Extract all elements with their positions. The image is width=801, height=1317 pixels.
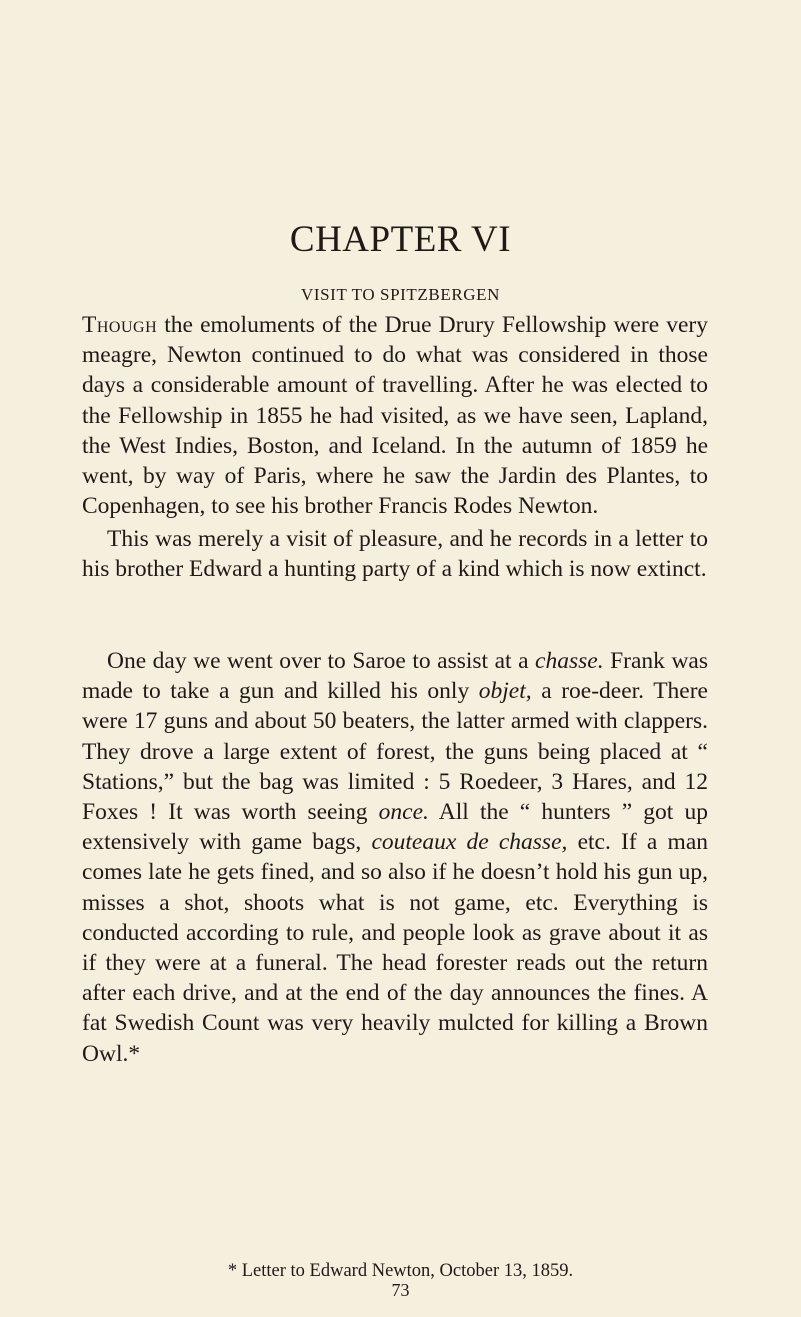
page-number: 73 xyxy=(391,1280,410,1300)
quote-italic: couteaux de chasse, xyxy=(371,829,568,856)
drop-lead-word: Though xyxy=(82,312,158,338)
quote-segment: etc. If a man comes late he gets fined, and so also if he doesn’t hold his gun up, misses a shot, shoots what is not game, etc. Everything is conducted according to rule, and people look as grave about it as if they were at a funeral. The head forester reads out the return after each drive, and at the end of the day announces the fines. A fat Swedish Count was very heavily mulcted for killing a Brown Owl.* xyxy=(82,829,708,1067)
quote-italic: objet, xyxy=(478,678,532,705)
quote-segment: All the “ hunters ” got up extensively with game bags, xyxy=(82,799,708,856)
footnote: * Letter to Edward Newton, October 13, 1859. xyxy=(227,1261,574,1281)
quote-segment: Frank was made to take a gun and killed his only xyxy=(82,648,708,705)
paragraph-text: the emoluments of the Drue Drury Fellowship were very meagre, Newton continued to do what was considered in those days a considerable amount of travelling. After he was elected to the Fellowship in 1855 he had visited, as we have seen, Lapland, the West Indies, Boston, and Iceland. In the autumn of 1859 he went, by way of Paris, where he saw the Jardin des Plantes, to Copenhagen, to see his brother Francis Rodes Newton. xyxy=(82,312,708,520)
chapter-heading: CHAPTER VI xyxy=(289,219,512,260)
quoted-letter xyxy=(82,646,708,1069)
quote-italic: once. xyxy=(378,799,429,826)
paragraph-second: This was merely a visit of pleasure, and he records in a letter to his brother Edward a hunting party of a kind which is now extinct. xyxy=(82,526,708,583)
section-heading: VISIT TO SPITZBERGEN xyxy=(300,285,501,304)
quote-segment: One day we went over to Saroe to assist at a xyxy=(107,648,536,674)
quote-italic: chasse. xyxy=(535,648,604,674)
paragraph-opening xyxy=(82,310,708,521)
quote-segment: a roe-deer. There were 17 guns and about 50 beaters, the latter armed with clappers. They drove a large extent of forest, the guns being placed at “ Stations,” but the bag was limited : 5 Roedeer, 3 Hares, and 12 Foxes ! It was worth seeing xyxy=(82,678,708,826)
